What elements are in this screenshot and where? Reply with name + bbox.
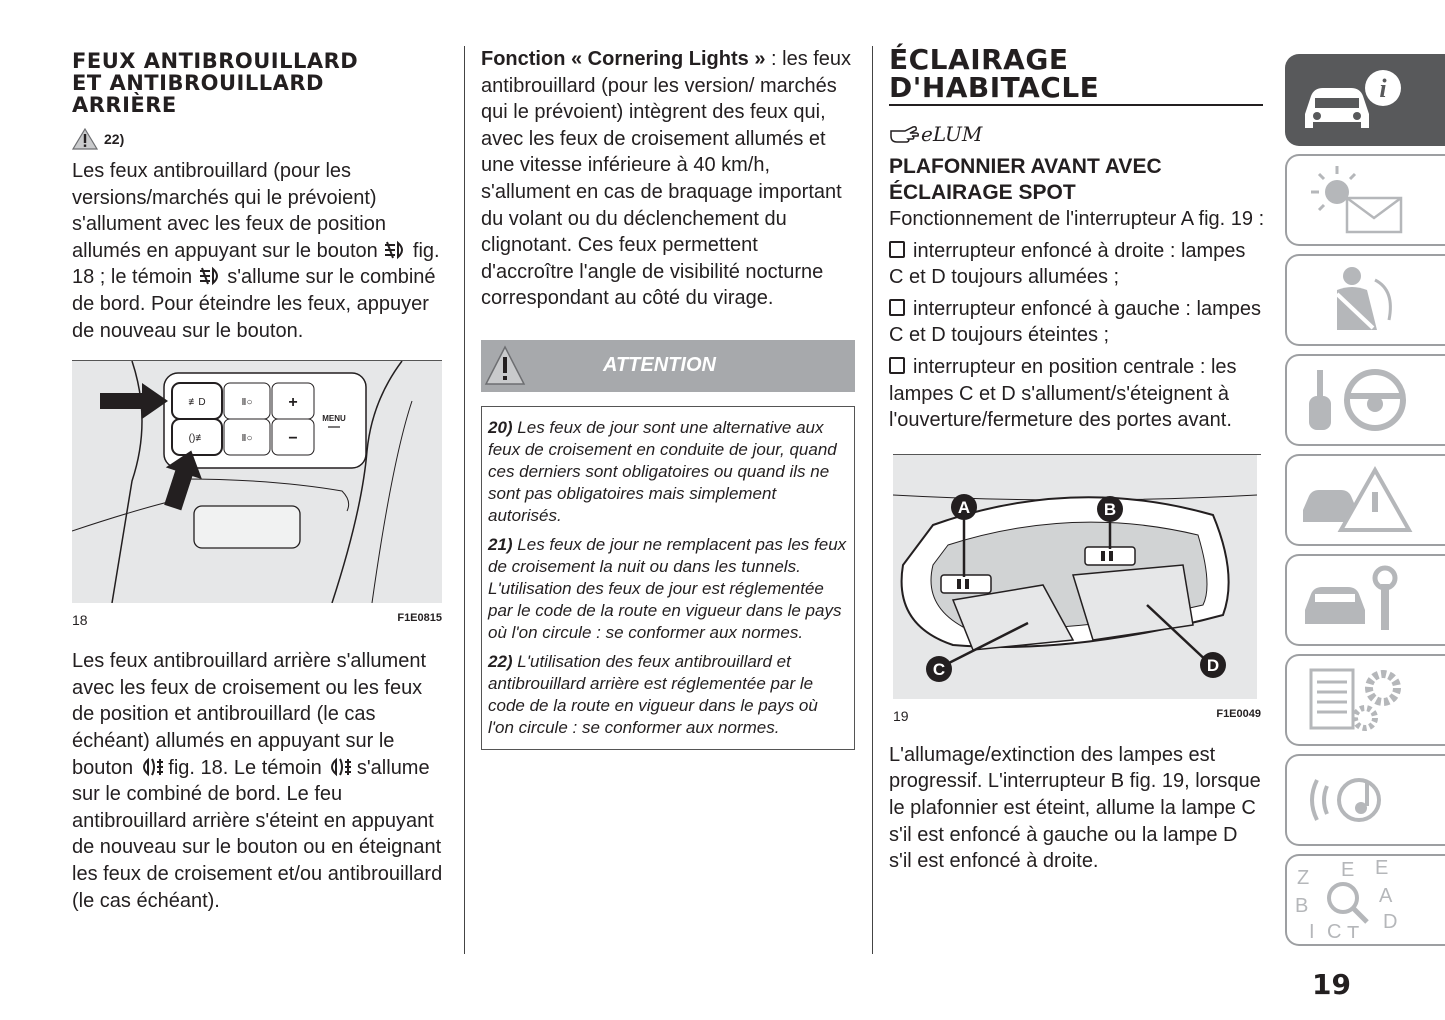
checkbox-bullet-icon: [889, 241, 905, 258]
label-b: B: [1103, 499, 1117, 519]
figure-18-caption: [72, 612, 442, 628]
rear-fog-light-icon: [139, 757, 163, 777]
rear-fog-paragraph: Les feux antibrouillard arrière s'allument avec les feux de croisement ou les feux de position et antibrouillard (le cas échéant) allumés en appuyant sur le bouton fig. 18. Le témoin s'allume sur le combiné de bord. Le feu antibrouillard arrière s'éteint en appuyant de nouveau sur le bouton ou en éteignant les feux de croisement et/ou antibrouillard (le cas échéant).: [72, 650, 443, 912]
checkbox-bullet-icon: [889, 357, 905, 374]
ceiling-light-illustration: [893, 455, 1257, 699]
figure-code: F1E0049: [1216, 707, 1261, 720]
attention-note: 20) Les feux de jour sont une alternative aux feux de croisement en conduite de jour, quand ces derniers sont obligatoires ou quand ils ne sont pas obligatoires mais simplement autorisés.: [488, 417, 837, 525]
checkbox-bullet-icon: [889, 299, 905, 316]
pointing-hand-icon: [889, 123, 919, 145]
svg-text:()≢: ()≢: [188, 433, 206, 445]
tab-starting-driving[interactable]: [1285, 354, 1445, 446]
key-steering-wheel-icon: [1297, 360, 1427, 440]
bullet-item: interrupteur enfoncé à gauche : lampes C et D toujours éteintes ;: [889, 297, 1261, 347]
emergency-triangle-icon: [1297, 460, 1427, 540]
ceiling-light-subheading: PLAFONNIER AVANT AVEC ÉCLAIRAGE SPOT: [889, 155, 1162, 204]
tab-dashboard[interactable]: [1285, 54, 1445, 146]
fog-lights-heading: FEUX ANTIBROUILLARD ET ANTIBROUILLARD ARRIÈRE: [72, 49, 359, 117]
figure-number: 19: [893, 707, 909, 724]
interior-lighting-heading: ÉCLAIRAGE D'HABITACLE: [889, 43, 1100, 104]
svg-text:Ⅱ○: Ⅱ○: [241, 433, 253, 445]
music-note-icon: [1297, 760, 1427, 840]
tab-index[interactable]: [1285, 854, 1445, 946]
lamp-dimming-paragraph: L'allumage/extinction des lampes est progressif. L'interrupteur B fig. 19, lorsque le plafonnier est éteint, allume la lampe C s'il est enfoncé à gauche ou la lampe D s'il est enfoncé à droite.: [889, 743, 1261, 873]
attention-label: ATTENTION: [603, 354, 716, 377]
column-divider-1: [464, 46, 465, 954]
front-fog-light-icon: [383, 240, 407, 260]
attention-warning-icon: [483, 344, 527, 388]
svg-text:Z: Z: [1297, 867, 1310, 889]
figure-number: 18: [72, 612, 88, 629]
bullet-item: interrupteur en position centrale : les lampes C et D s'allument/s'éteignent à l'ouverture/fermeture des portes avant.: [889, 355, 1237, 432]
column-cornering-lights: [481, 46, 855, 750]
label-c: C: [932, 659, 946, 679]
figure-18: [72, 360, 442, 628]
label-d: D: [1206, 655, 1220, 675]
svg-text:D: D: [1383, 911, 1398, 933]
svg-text:C: C: [1327, 921, 1342, 938]
tab-emergency[interactable]: [1285, 454, 1445, 546]
elum-label: eLUM: [921, 122, 983, 146]
column-fog-lights: [72, 46, 444, 914]
svg-text:Ⅱ○: Ⅱ○: [241, 397, 253, 409]
heading-underline: [889, 104, 1263, 106]
bullet-item: interrupteur enfoncé à droite : lampes C et D toujours allumées ;: [889, 239, 1246, 289]
alphabet-index-icon: [1291, 858, 1421, 938]
figure-19: [893, 454, 1261, 724]
menu-button-label: MENU: [322, 414, 346, 424]
tab-maintenance[interactable]: [1285, 554, 1445, 646]
car-info-icon: [1297, 62, 1427, 142]
plus-button-label: +: [288, 394, 298, 412]
warning-ref-number[interactable]: 22): [104, 131, 125, 147]
svg-text:I: I: [1309, 921, 1315, 938]
tab-multimedia[interactable]: [1285, 754, 1445, 846]
sun-envelope-icon: [1297, 160, 1427, 240]
attention-banner: [481, 340, 855, 392]
svg-text:≢D: ≢D: [188, 397, 206, 409]
fog-light-switch-illustration: [72, 361, 442, 603]
figure-19-caption: [893, 708, 1261, 724]
elum-marker: [889, 122, 1265, 146]
svg-text:T: T: [1347, 923, 1360, 938]
svg-text:E: E: [1375, 858, 1389, 879]
cornering-lights-title: Fonction « Cornering Lights »: [481, 48, 766, 70]
tab-safety-lights[interactable]: [1285, 154, 1445, 246]
column-interior-lighting: [889, 43, 1265, 875]
car-wrench-icon: [1297, 560, 1427, 640]
svg-text:i: i: [1379, 74, 1387, 103]
column-divider-2: [872, 46, 873, 954]
fog-lights-paragraph: Les feux antibrouillard (pour les versions/marchés qui le prévoient) s'allument avec les feux de position allumés en appuyant sur le bouton fig. 18 ; le témoin s'allume sur le combiné de bord. Pour éteindre les feux, appuyer de nouveau sur le bouton.: [72, 160, 440, 342]
cornering-lights-paragraph: Fonction « Cornering Lights » : les feux antibrouillard (pour les version/ marchés qui le prévoient) intègrent des feux qui, avec les feux de croisement allumés et une vitesse inférieure à 40 km/h, s'allument en cas de braquage important du volant ou du déclenchement du clignotant. Ces feux permettent d'accroître l'angle de visibilité nocturne correspondant au côté du virage.: [481, 48, 852, 310]
minus-button-label: −: [288, 430, 298, 448]
svg-text:B: B: [1295, 895, 1309, 917]
warning-reference: [72, 128, 444, 150]
seatbelt-person-icon: [1297, 260, 1427, 340]
document-gear-icon: [1297, 660, 1427, 740]
switch-intro: Fonctionnement de l'interrupteur A fig. 19 :: [889, 208, 1265, 230]
rear-fog-light-indicator-icon: [327, 757, 351, 777]
attention-note: 21) Les feux de jour ne remplacent pas les feux de croisement la nuit ou dans les tunnels. L'utilisation des feux de jour est réglementée par le code de la route en vigueur dans le pays où l'on circule : se conformer aux normes.: [488, 534, 847, 642]
page-number: 19: [1312, 968, 1351, 1001]
figure-code: F1E0815: [397, 612, 442, 625]
svg-text:A: A: [1379, 885, 1393, 907]
label-a: A: [957, 497, 971, 517]
warning-triangle-icon: [72, 128, 98, 150]
svg-text:E: E: [1341, 859, 1355, 881]
front-fog-light-indicator-icon: [198, 266, 222, 286]
tab-safety[interactable]: [1285, 254, 1445, 346]
tab-technical-data[interactable]: [1285, 654, 1445, 746]
attention-notes-box: [481, 406, 855, 750]
attention-note: 22) L'utilisation des feux antibrouillard et antibrouillard arrière est réglementée par le code de la route en vigueur dans le pays où l'on circule : se conformer aux normes.: [488, 651, 818, 737]
